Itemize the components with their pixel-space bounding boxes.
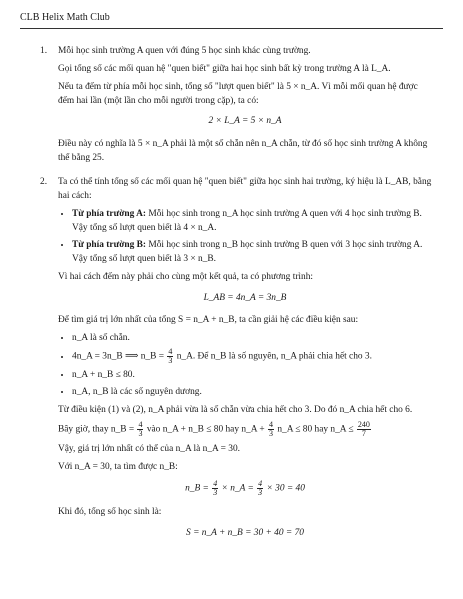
list-item: [72, 207, 432, 235]
problem-item-1: [40, 44, 432, 165]
list-text: Mỗi học sinh trong n_A học sinh trường A quen với 4 học sinh trường B. Vậy tổng số lượt quen biết là 4 × n_A.: [72, 208, 422, 234]
fraction: $\frac{4}{3}$: [268, 420, 273, 439]
equation: 2 × L_A = 5 × n_A: [208, 116, 282, 127]
paragraph: Nếu ta đếm từ phía mỗi học sinh, tổng số "lượt quen biết" là 5 × n_A. Vì mỗi mối quan hệ được đếm hai lần (một lần cho mỗi người trong cặp), ta có:: [58, 82, 418, 107]
list-item: • n_A + n_B ≤ 80.: [72, 368, 432, 382]
condition-list: [58, 331, 432, 399]
paragraph: Để tìm giá trị lớn nhất của tổng S = n_A + n_B, ta cần giải hệ các điều kiện sau:: [58, 314, 359, 325]
paragraph: Gọi tổng số các mối quan hệ "quen biết" giữa hai học sinh bất kỳ trong trường A là L_A.: [58, 64, 391, 75]
list-text: Mỗi học sinh trong n_B học sinh trường B quen với 3 học sinh trường A. Vậy tổng số lượt quen biết là 3 × n_B.: [72, 240, 423, 265]
fraction: $\frac{240}{7}$: [357, 420, 370, 439]
paragraph: Vậy, giá trị lớn nhất có thể của n_A là n_A = 30.: [58, 444, 240, 455]
fraction: $\frac{4}{3}$: [168, 346, 173, 365]
fraction: $\frac{4}{3}$: [138, 420, 143, 439]
bold-label: Từ phía trường B:: [72, 240, 147, 251]
list-item: [72, 238, 432, 266]
list-item: • n_A là số chẵn.: [72, 331, 432, 345]
equation: S = n_A + n_B = 30 + 40 = 70: [186, 527, 304, 538]
equation: L_AB = 4n_A = 3n_B: [203, 292, 287, 303]
paragraph: Điều này có nghĩa là 5 × n_A phải là một số chẵn nên n_A chẵn, từ đó số học sinh trường A không thể bằng 25.: [58, 138, 428, 163]
paragraph: Vì hai cách đếm này phải cho cùng một kết quả, ta có phương trình:: [58, 272, 314, 283]
bold-label: Từ phía trường A:: [72, 208, 147, 219]
paragraph: Ta có thể tính tổng số các mối quan hệ "quen biết" giữa học sinh hai trường, ký hiệu là L_AB, bằng hai cách:: [58, 176, 432, 201]
item-number: 2.: [40, 176, 48, 187]
content: [40, 44, 432, 548]
paragraph: Từ điều kiện (1) và (2), n_A phải vừa là số chẵn vừa chia hết cho 3. Do đó n_A chia hết cho 6.: [58, 405, 413, 416]
fraction: $\frac{4}{3}$: [258, 479, 263, 498]
paragraph: Bây giờ, thay n_B = $\frac{4}{3}$ vào n_A + n_B ≤ 80 hay n_A + $\frac{4}{3}$ n_A ≤ 80 hay n_A ≤ $\frac{240}{7}$: [58, 420, 370, 439]
paragraph: Khi đó, tổng số học sinh là:: [58, 507, 162, 518]
bullet-list: [58, 207, 432, 266]
fraction: $\frac{4}{3}$: [213, 479, 218, 498]
page-header: CLB Helix Math Club: [20, 10, 443, 29]
equation: n_B = $\frac{4}{3}$ × n_A = $\frac{4}{3}$ × 30 = 40: [185, 479, 305, 498]
paragraph: Với n_A = 30, ta tìm được n_B:: [58, 462, 178, 473]
list-item: • 4n_A = 3n_B ⟹ n_B = $\frac{4}{3}$ n_A. Để n_B là số nguyên, n_A phải chia hết cho 3.: [72, 348, 432, 365]
list-item: • n_A, n_B là các số nguyên dương.: [72, 385, 432, 399]
item-number: 1.: [40, 46, 48, 56]
problem-item-2: [40, 175, 432, 540]
paragraph: Mỗi học sinh trường A quen với đúng 5 học sinh khác cùng trường.: [58, 46, 311, 56]
